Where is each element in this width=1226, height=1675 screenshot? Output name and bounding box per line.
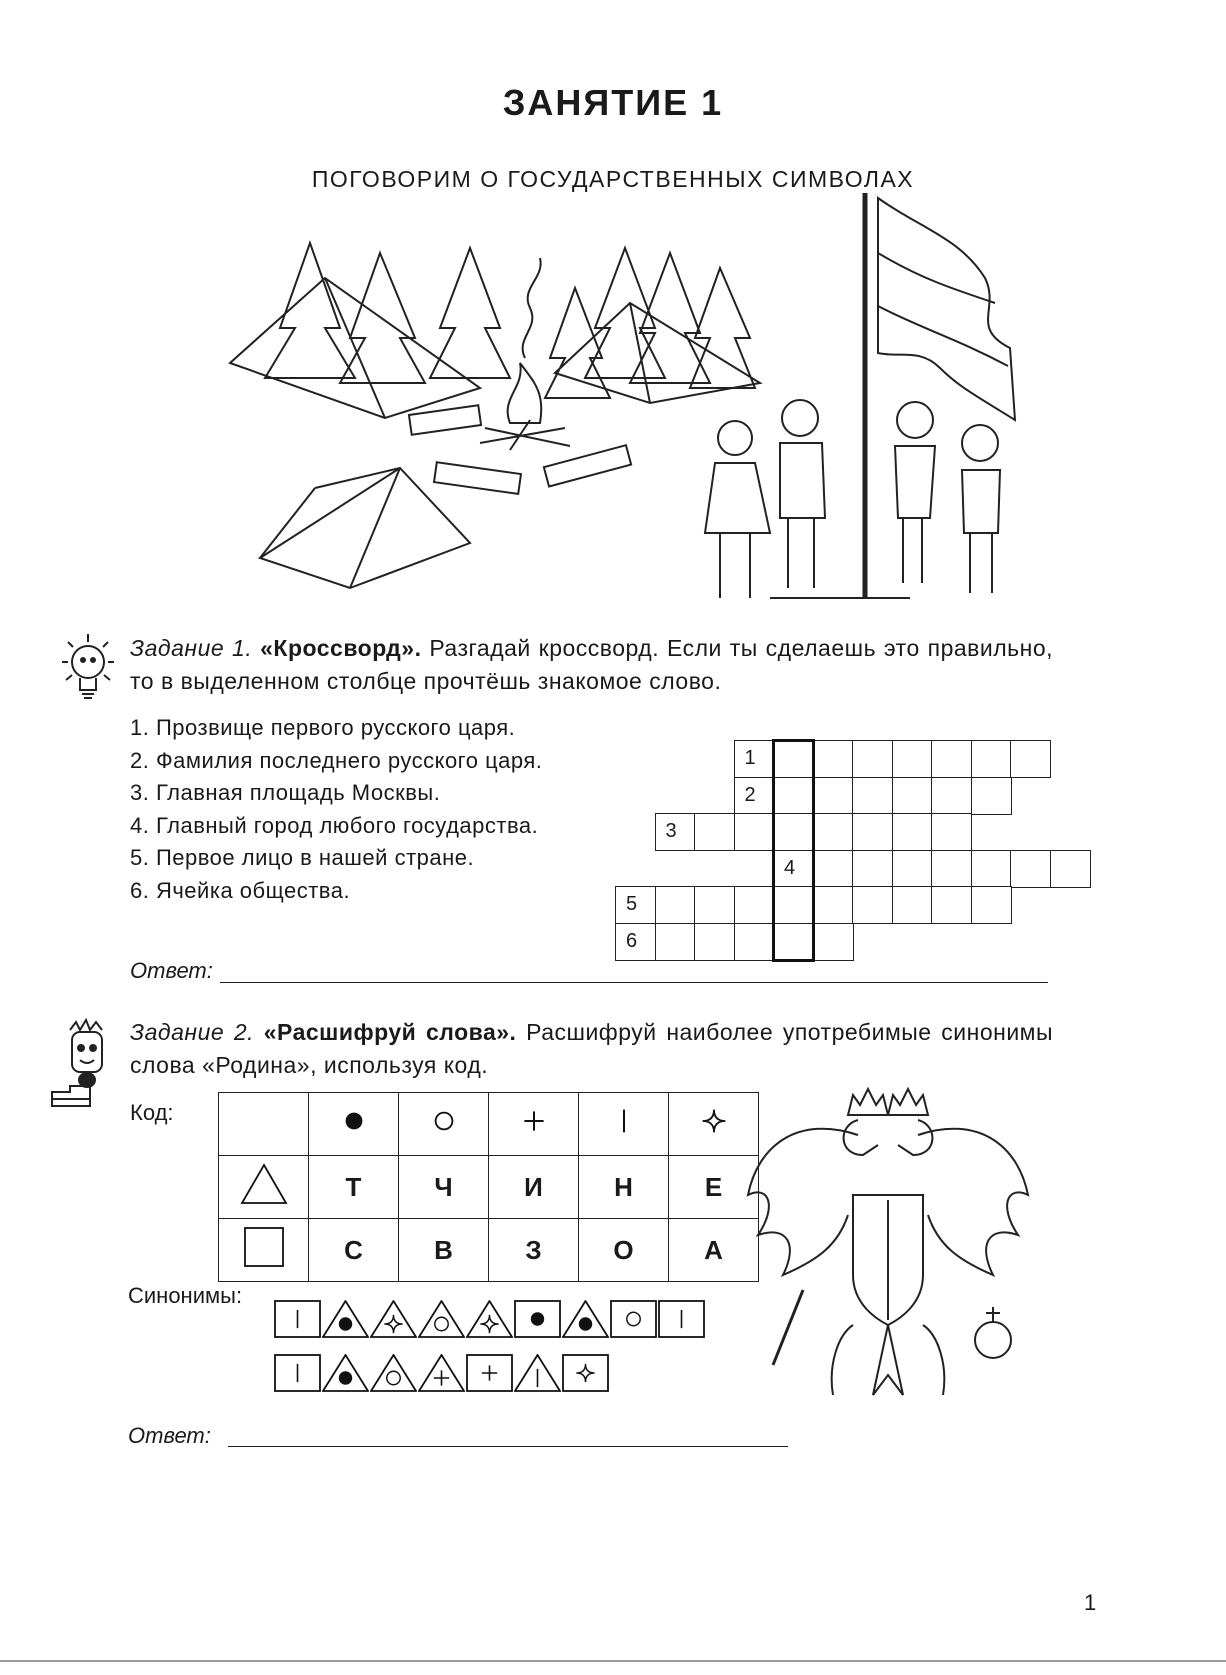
task1-name: «Кроссворд». <box>260 635 422 661</box>
crossword-cell[interactable] <box>813 813 854 851</box>
camp-flag-illustration <box>210 188 1070 616</box>
filled-circle-icon <box>309 1093 399 1156</box>
tent-left <box>230 278 480 418</box>
crossword-cell[interactable] <box>813 777 854 815</box>
square-bar-icon <box>274 1354 321 1392</box>
clue-3: 3. Главная площадь Москвы. <box>130 780 441 805</box>
task1-text: Разгадай кроссворд. Если ты сделаешь это правильно, то в выделенном столбце прочтёшь знакомое слово. <box>130 635 1054 694</box>
code-row-square <box>219 1219 759 1282</box>
task1-label: Задание 1. <box>130 635 253 661</box>
crossword-cell[interactable] <box>813 740 854 778</box>
crossword-number: 3 <box>665 820 677 842</box>
synonyms-label: Синонимы: <box>128 1283 243 1308</box>
triangle-filled-circle-icon <box>322 1354 369 1392</box>
triangle-filled-circle-icon <box>322 1300 369 1338</box>
clue-5: 5. Первое лицо в нашей стране. <box>130 845 475 870</box>
crossword-cell[interactable] <box>852 850 893 888</box>
code-label: Код: <box>130 1100 174 1125</box>
crossword-cell[interactable] <box>655 886 696 924</box>
task2-text: Расшифруй наиболее употребимые синонимы слова «Родина», используя код. <box>130 1019 1054 1078</box>
clue-2: 2. Фамилия последнего русского царя. <box>130 747 543 773</box>
code-letter: Н <box>579 1156 669 1219</box>
crossword-cell[interactable] <box>1010 850 1051 888</box>
task2-instructions <box>130 1016 1053 1082</box>
code-letter: Т <box>309 1156 399 1219</box>
code-letter: А <box>669 1219 759 1282</box>
pine-trees <box>265 243 755 398</box>
crossword-cell[interactable] <box>852 740 893 778</box>
crossword-number: 5 <box>626 893 638 915</box>
crossword-cell[interactable] <box>892 740 933 778</box>
bottom-rule <box>0 1660 1226 1662</box>
crossword-cell[interactable] <box>813 850 854 888</box>
crossword-cell <box>615 886 656 924</box>
lightbulb-icon <box>50 630 126 712</box>
crossword-cell[interactable] <box>971 850 1012 888</box>
circle-icon <box>399 1093 489 1156</box>
crossword-cell[interactable] <box>694 923 735 961</box>
code-letter: Е <box>669 1156 759 1219</box>
triangle-circle-icon <box>418 1300 465 1338</box>
square-bar-icon <box>274 1300 321 1338</box>
crossword-cell[interactable] <box>971 886 1012 924</box>
task2-name: «Расшифруй слова». <box>263 1019 517 1045</box>
clue-1: 1. Прозвище первого русского царя. <box>130 715 516 740</box>
task1-answer-label: Ответ: <box>130 958 213 983</box>
crossword-cell[interactable] <box>892 813 933 851</box>
triangle-icon <box>219 1156 309 1219</box>
crossword-cell[interactable] <box>1050 850 1091 888</box>
page-number: 1 <box>1084 1590 1097 1615</box>
crossword-cell[interactable] <box>852 777 893 815</box>
synonym-2-cipher <box>274 1354 614 1394</box>
crossword-cell[interactable] <box>694 886 735 924</box>
code-letter: В <box>399 1219 489 1282</box>
square-filled-circle-icon <box>514 1300 561 1338</box>
crossword-cell[interactable] <box>971 777 1012 815</box>
code-corner-cell <box>219 1093 309 1156</box>
code-row-triangle <box>219 1156 759 1219</box>
coat-of-arms-eagle-icon <box>738 1075 1038 1415</box>
task1-instructions <box>130 632 1053 698</box>
crossword-cell[interactable] <box>694 813 735 851</box>
character-icon <box>50 1018 126 1110</box>
clue-6: 6. Ячейка общества. <box>130 877 351 903</box>
code-letter: И <box>489 1156 579 1219</box>
task1-answer-line[interactable] <box>220 982 1048 983</box>
triangle-circle-icon <box>370 1354 417 1392</box>
plus-icon <box>489 1093 579 1156</box>
bar-icon <box>579 1093 669 1156</box>
task2-answer-label: Ответ: <box>128 1423 211 1448</box>
triangle-star-icon <box>370 1300 417 1338</box>
crossword-cell[interactable] <box>971 740 1012 778</box>
code-letter: Ч <box>399 1156 489 1219</box>
page-subtitle: ПОГОВОРИМ О ГОСУДАРСТВЕННЫХ СИМВОЛАХ <box>311 166 915 192</box>
square-circle-icon <box>610 1300 657 1338</box>
crossword-cell[interactable] <box>655 923 696 961</box>
crossword-number: 2 <box>744 783 756 806</box>
crossword-cell <box>734 740 775 778</box>
crossword-cell[interactable] <box>931 886 972 924</box>
task1-clues <box>130 712 630 907</box>
crossword-cell[interactable] <box>892 777 933 815</box>
code-header-row <box>219 1093 759 1156</box>
crossword-cell[interactable] <box>813 923 854 961</box>
code-letter: С <box>309 1219 399 1282</box>
code-letter: З <box>489 1219 579 1282</box>
crossword-cell[interactable] <box>1010 740 1051 778</box>
tent-front <box>260 468 470 588</box>
square-icon <box>219 1219 309 1282</box>
clue-4: 4. Главный город любого государства. <box>130 812 539 838</box>
task2-answer-line[interactable] <box>228 1446 788 1447</box>
crossword-cell <box>615 923 656 961</box>
crossword-cell[interactable] <box>892 886 933 924</box>
crossword-cell[interactable] <box>931 740 972 778</box>
crossword-cell[interactable] <box>892 850 933 888</box>
crossword-cell[interactable] <box>813 886 854 924</box>
crossword-cell[interactable] <box>852 813 893 851</box>
crossword-cell[interactable] <box>734 813 775 851</box>
crossword-number: 4 <box>784 856 796 879</box>
triangle-plus-icon <box>418 1354 465 1392</box>
crossword-cell[interactable] <box>734 886 775 924</box>
crossword-number: 1 <box>744 747 756 769</box>
triangle-star-icon <box>466 1300 513 1338</box>
crossword-cell[interactable] <box>852 886 893 924</box>
triangle-filled-circle-icon <box>562 1300 609 1338</box>
crossword-cell[interactable] <box>734 923 775 961</box>
task2-label: Задание 2. <box>130 1019 255 1045</box>
crossword-cell[interactable] <box>931 777 972 815</box>
children-figures <box>705 400 1000 598</box>
code-letter: О <box>579 1219 669 1282</box>
crossword-cell <box>655 813 696 851</box>
crossword-number: 6 <box>626 929 638 952</box>
crossword-cell <box>734 777 775 815</box>
square-star-icon <box>562 1354 609 1392</box>
triangle-bar-icon <box>514 1354 561 1392</box>
smoke <box>523 258 541 358</box>
crossword-cell[interactable] <box>931 813 972 851</box>
highlighted-column <box>772 739 815 962</box>
square-plus-icon <box>466 1354 513 1392</box>
flag-icon <box>878 198 1015 420</box>
synonym-1-cipher <box>274 1300 704 1340</box>
crossword-cell[interactable] <box>931 850 972 888</box>
square-bar-icon <box>658 1300 705 1338</box>
page-title: ЗАНЯТИЕ 1 <box>502 82 724 123</box>
code-table <box>218 1092 759 1282</box>
